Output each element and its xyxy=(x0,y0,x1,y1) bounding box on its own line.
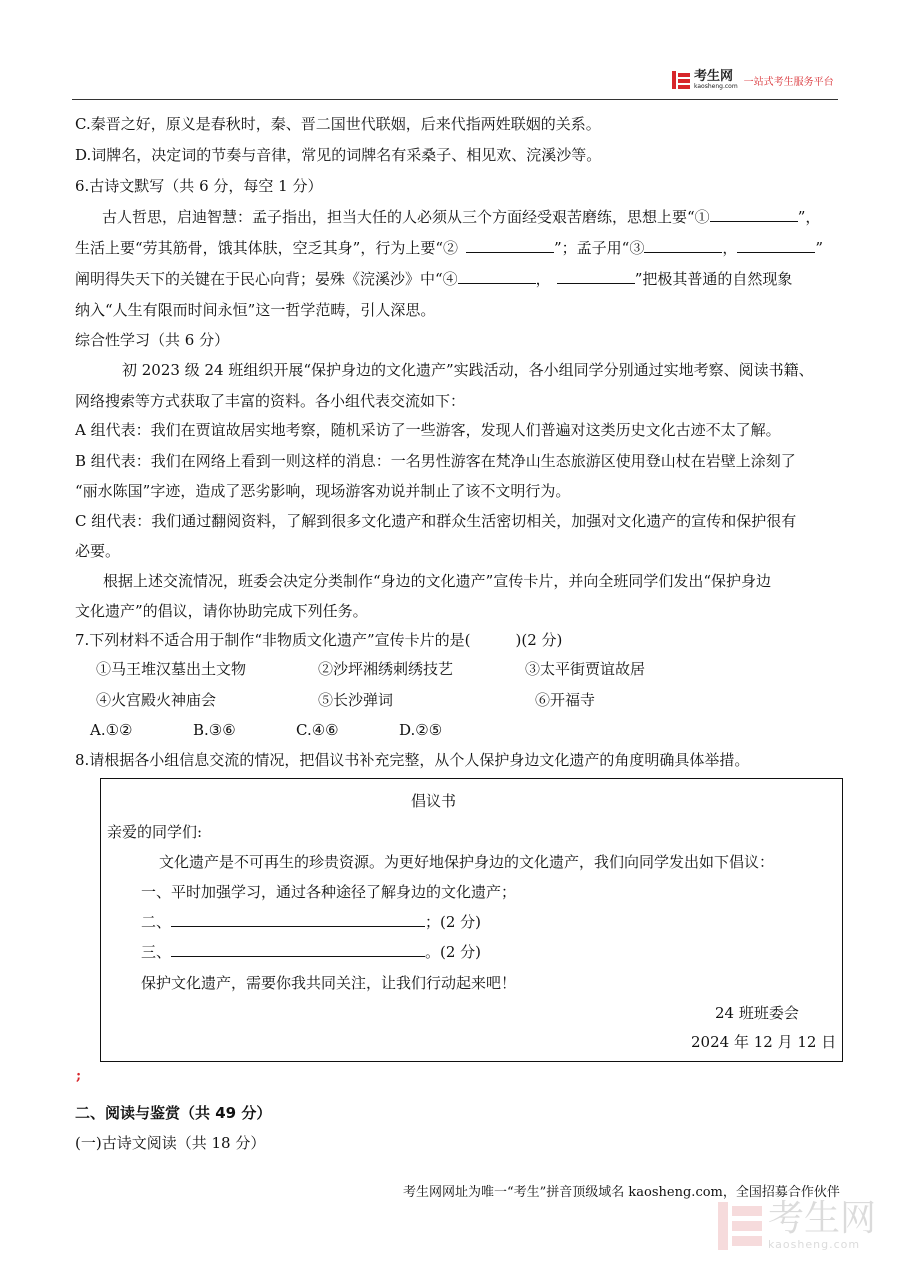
answer-blank-2[interactable] xyxy=(466,238,554,253)
logo-slogan: 一站式考生服务平台 xyxy=(743,76,834,88)
task-line-2: 文化遗产”的倡议，请你协助完成下列任务。 xyxy=(75,602,368,620)
q6-line-2 xyxy=(75,238,823,258)
q7-item-2: ②沙坪湘绣刺绣技艺 xyxy=(318,660,454,678)
proposal-item-2 xyxy=(141,912,481,932)
q7-item-5: ⑤长沙弹词 xyxy=(318,691,394,709)
q7-item-1: ①马王堆汉墓出土文物 xyxy=(96,660,247,678)
q6-text-2a: 生活上要“劳其筋骨，饿其体肤，空乏其身”，行为上要“② xyxy=(75,239,459,257)
group-a: A 组代表：我们在贾谊故居实地考察，随机采访了一些游客，发现人们普遍对这类历史文化古迹不太了解。 xyxy=(75,421,781,439)
group-b-line-1: B 组代表：我们在网络上看到一则这样的消息：一名男性游客在梵净山生态旅游区使用登山杖在岩壁上涂刻了 xyxy=(75,452,796,470)
question-7: 7.下列材料不适合用于制作“非物质文化遗产”宣传卡片的是( )(2 分) xyxy=(75,631,563,649)
section-2-title: 二、阅读与鉴赏（共 49 分） xyxy=(75,1104,272,1122)
q6-text-3a: 阐明得失天下的关键在于民心向背；晏殊《浣溪沙》中“④ xyxy=(75,270,458,288)
group-c-line-1: C 组代表：我们通过翻阅资料，了解到很多文化遗产和群众生活密切相关，加强对文化遗产的宣传和保护很有 xyxy=(75,512,797,530)
answer-blank-1[interactable] xyxy=(710,207,798,222)
logo-domain: kaosheng.com xyxy=(694,83,738,90)
site-logo xyxy=(672,68,834,92)
proposal-blank-3[interactable] xyxy=(171,942,425,957)
section-2-sub: (一)古诗文阅读（共 18 分） xyxy=(75,1134,266,1152)
proposal-body: 文化遗产是不可再生的珍贵资源。为更好地保护身边的文化遗产，我们向同学发出如下倡议： xyxy=(159,853,775,871)
answer-blank-4b[interactable] xyxy=(557,269,635,284)
intro-line-1: 初 2023 级 24 班组织开展“保护身边的文化遗产”实践活动，各小组同学分别通过实地考察、阅读书籍、 xyxy=(122,361,814,379)
item-3-suffix: 。(2 分) xyxy=(425,943,482,961)
logo-name: 考生网 xyxy=(694,69,734,84)
logo-text xyxy=(694,70,738,90)
proposal-item-1: 一、平时加强学习，通过各种途径了解身边的文化遗产； xyxy=(141,883,517,901)
q6-text-1a: 古人哲思，启迪智慧：孟子指出，担当大任的人必须从三个方面经受艰苦磨练，思想上要“① xyxy=(102,208,710,226)
q7-item-4: ④火宫殿火神庙会 xyxy=(96,691,217,709)
footer-text: 考生网网址为唯一“考生”拼音顶级域名 kaosheng.com，全国招募合作伙伴 xyxy=(403,1185,840,1200)
group-b-line-2: “丽水陈国”字迹，造成了恶劣影响，现场游客劝说并制止了该不文明行为。 xyxy=(75,482,571,500)
q6-text-2d: ” xyxy=(815,239,824,257)
proposal-title: 倡议书 xyxy=(411,792,457,810)
proposal-date: 2024 年 12 月 12 日 xyxy=(691,1033,837,1051)
q7-item-6: ⑥开福寺 xyxy=(535,691,596,709)
q7-choice-d: D.②⑤ xyxy=(399,721,443,739)
watermark xyxy=(718,1200,876,1251)
item-2-prefix: 二、 xyxy=(141,913,172,931)
group-c-line-2: 必要。 xyxy=(75,542,121,560)
option-d: D.词牌名，决定词的节奏与音律，常见的词牌名有采桑子、相见欢、浣溪沙等。 xyxy=(75,146,602,164)
q6-text-1b: ”， xyxy=(797,208,821,226)
proposal-greeting: 亲爱的同学们: xyxy=(107,823,203,841)
item-2-suffix: ；(2 分) xyxy=(425,913,482,931)
question-8: 8.请根据各小组信息交流的情况，把倡议书补充完整，从个人保护身边文化遗产的角度明确具体举措。 xyxy=(75,751,750,769)
q7-choice-c: C.④⑥ xyxy=(296,721,339,739)
proposal-signature: 24 班班委会 xyxy=(715,1004,799,1022)
q6-text-2b: ”；孟子用“③ xyxy=(554,239,645,257)
answer-blank-4a[interactable] xyxy=(458,269,536,284)
intro-line-2: 网络搜索等方式获取了丰富的资料。各小组代表交流如下： xyxy=(75,392,466,410)
comprehensive-title: 综合性学习（共 6 分） xyxy=(75,331,230,349)
kaosheng-logo-icon xyxy=(672,71,690,89)
q7-choice-b: B.③⑥ xyxy=(193,721,236,739)
q6-text-3b: ， xyxy=(535,270,551,288)
q7-choice-a: A.①② xyxy=(90,721,133,739)
q6-text-2c: ， xyxy=(722,239,738,257)
watermark-logo-icon xyxy=(718,1202,762,1250)
q7-item-3: ③太平街贾谊故居 xyxy=(525,660,646,678)
red-mark: ; xyxy=(76,1068,82,1084)
q6-line-1 xyxy=(102,207,820,227)
question-6-title: 6.古诗文默写（共 6 分，每空 1 分） xyxy=(75,177,323,195)
item-3-prefix: 三、 xyxy=(141,943,172,961)
watermark-text xyxy=(768,1200,876,1251)
proposal-item-3 xyxy=(141,942,481,962)
q6-text-3c: ”把极其普通的自然现象 xyxy=(634,270,793,288)
answer-blank-3a[interactable] xyxy=(644,238,722,253)
option-c: C.秦晋之好，原义是春秋时，秦、晋二国世代联姻，后来代指两姓联姻的关系。 xyxy=(75,115,601,133)
q6-line-3 xyxy=(75,269,792,289)
watermark-name: 考生网 xyxy=(768,1198,877,1239)
watermark-domain: kaosheng.com xyxy=(768,1238,861,1251)
proposal-box xyxy=(100,778,843,1062)
answer-blank-3b[interactable] xyxy=(737,238,815,253)
proposal-blank-2[interactable] xyxy=(171,912,425,927)
q6-line-4: 纳入“人生有限而时间永恒”这一哲学范畴，引人深思。 xyxy=(75,301,436,319)
proposal-closing: 保护文化遗产，需要你我共同关注，让我们行动起来吧！ xyxy=(141,974,517,992)
task-line-1: 根据上述交流情况，班委会决定分类制作“身边的文化遗产”宣传卡片，并向全班同学们发出“保护身边 xyxy=(103,572,772,590)
header-rule xyxy=(72,99,838,100)
